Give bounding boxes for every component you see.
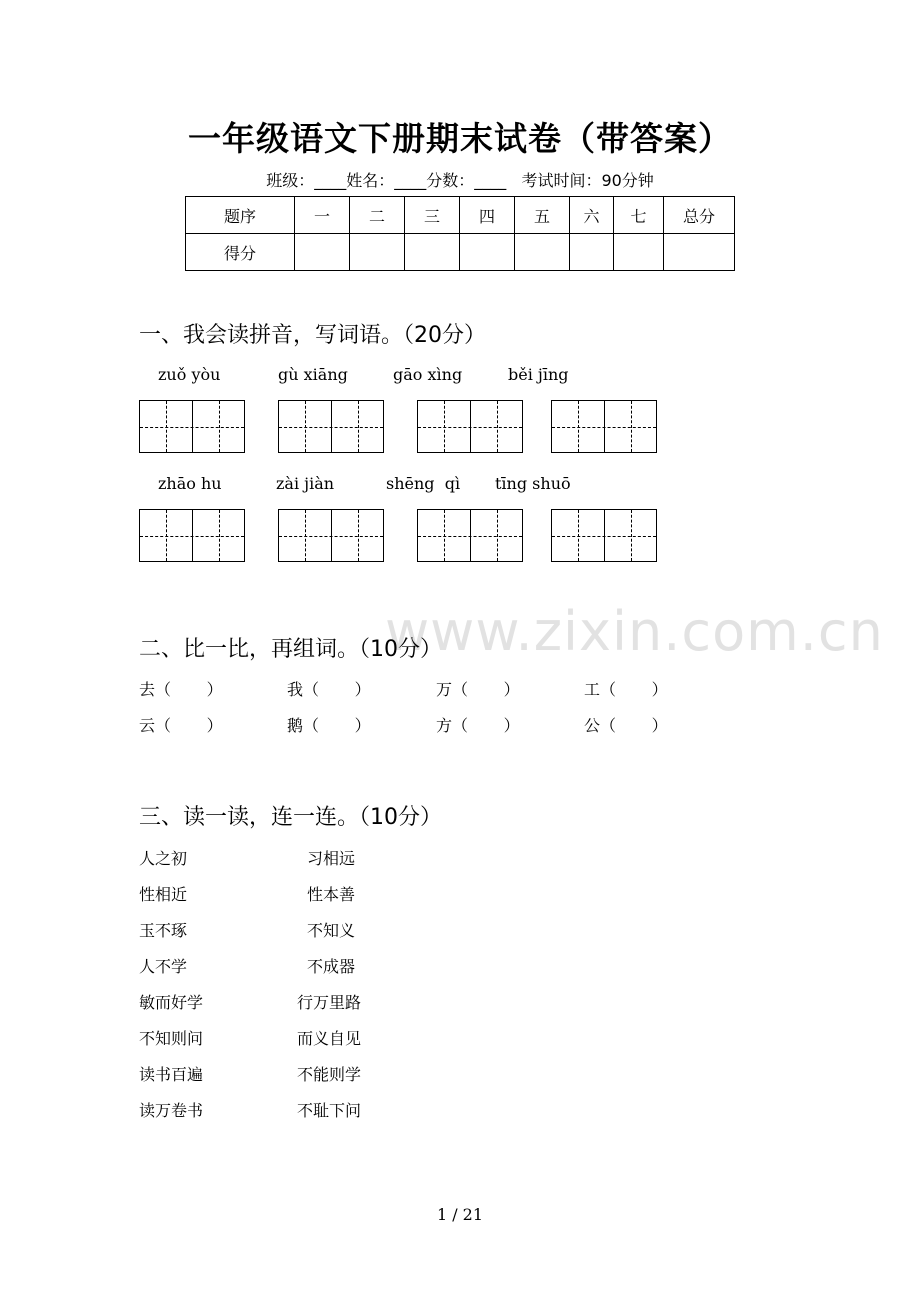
match-right-item[interactable]: 不成器 bbox=[307, 957, 356, 976]
pinyin-label: zhāo hu bbox=[158, 474, 222, 493]
pinyin-label: zuǒ yòu bbox=[158, 365, 221, 384]
writing-grid[interactable] bbox=[551, 400, 657, 453]
pinyin-label: zài jiàn bbox=[276, 474, 335, 493]
section1-heading: 一、我会读拼音，写词语。（20分） bbox=[139, 323, 486, 348]
pinyin-label: gāo xìng bbox=[393, 365, 463, 384]
pinyin-label: shēng qì bbox=[386, 474, 461, 493]
score-cell[interactable] bbox=[460, 234, 515, 271]
student-info-line: 班级：____姓名：____分数：____ 考试时间：90分钟 bbox=[266, 171, 654, 190]
score-cell[interactable] bbox=[350, 234, 405, 271]
pinyin-label: tīng shuō bbox=[495, 474, 571, 493]
exam-title: 一年级语文下册期末试卷（带答案） bbox=[188, 119, 732, 158]
score-cell[interactable] bbox=[664, 234, 735, 271]
pinyin-label: běi jīng bbox=[508, 365, 569, 384]
score-header-cell: 总分 bbox=[664, 197, 735, 234]
writing-grid[interactable] bbox=[551, 509, 657, 562]
score-header-cell: 题序 bbox=[186, 197, 295, 234]
match-right-item[interactable]: 而义自见 bbox=[297, 1029, 362, 1048]
writing-grid[interactable] bbox=[417, 400, 523, 453]
score-header-cell: 六 bbox=[570, 197, 614, 234]
word-group-item: 云（ ） bbox=[139, 716, 223, 735]
score-header-cell: 四 bbox=[460, 197, 515, 234]
writing-grid[interactable] bbox=[139, 400, 245, 453]
word-group-item: 方（ ） bbox=[436, 716, 520, 735]
score-cell[interactable] bbox=[405, 234, 460, 271]
watermark: www.zixin.com.cn bbox=[385, 600, 884, 663]
score-cell[interactable] bbox=[614, 234, 664, 271]
score-table-header-row bbox=[186, 197, 735, 234]
writing-grid[interactable] bbox=[278, 400, 384, 453]
match-left-item[interactable]: 敏而好学 bbox=[139, 993, 204, 1012]
writing-grid[interactable] bbox=[278, 509, 384, 562]
match-left-item[interactable]: 不知则问 bbox=[139, 1029, 204, 1048]
writing-grid[interactable] bbox=[139, 509, 245, 562]
match-left-item[interactable]: 性相近 bbox=[139, 885, 188, 904]
match-left-item[interactable]: 人不学 bbox=[139, 957, 188, 976]
word-group-item: 鹅（ ） bbox=[287, 716, 371, 735]
score-row-label: 得分 bbox=[186, 234, 295, 271]
score-header-cell: 一 bbox=[295, 197, 350, 234]
score-table bbox=[185, 196, 735, 271]
page-number: 1 / 21 bbox=[436, 1205, 484, 1224]
score-cell[interactable] bbox=[295, 234, 350, 271]
match-left-item[interactable]: 读书百遍 bbox=[139, 1065, 204, 1084]
word-group-item: 公（ ） bbox=[584, 716, 668, 735]
score-header-cell: 二 bbox=[350, 197, 405, 234]
score-header-cell: 七 bbox=[614, 197, 664, 234]
word-group-item: 我（ ） bbox=[287, 680, 371, 699]
pinyin-label: gù xiāng bbox=[278, 365, 348, 384]
section3-heading: 三、读一读，连一连。（10分） bbox=[139, 805, 442, 830]
section2-heading: 二、比一比，再组词。（10分） bbox=[139, 637, 442, 662]
match-left-item[interactable]: 读万卷书 bbox=[139, 1101, 204, 1120]
match-right-item[interactable]: 不能则学 bbox=[297, 1065, 362, 1084]
match-left-item[interactable]: 玉不琢 bbox=[139, 921, 188, 940]
match-right-item[interactable]: 行万里路 bbox=[297, 993, 362, 1012]
match-right-item[interactable]: 性本善 bbox=[307, 885, 356, 904]
match-right-item[interactable]: 习相远 bbox=[307, 849, 356, 868]
score-header-cell: 五 bbox=[515, 197, 570, 234]
word-group-item: 工（ ） bbox=[584, 680, 668, 699]
writing-grid[interactable] bbox=[417, 509, 523, 562]
match-right-item[interactable]: 不知义 bbox=[307, 921, 356, 940]
match-left-item[interactable]: 人之初 bbox=[139, 849, 188, 868]
match-right-item[interactable]: 不耻下问 bbox=[297, 1101, 362, 1120]
score-table-score-row bbox=[186, 234, 735, 271]
word-group-item: 万（ ） bbox=[436, 680, 520, 699]
word-group-item: 去（ ） bbox=[139, 680, 223, 699]
score-header-cell: 三 bbox=[405, 197, 460, 234]
score-cell[interactable] bbox=[515, 234, 570, 271]
score-cell[interactable] bbox=[570, 234, 614, 271]
